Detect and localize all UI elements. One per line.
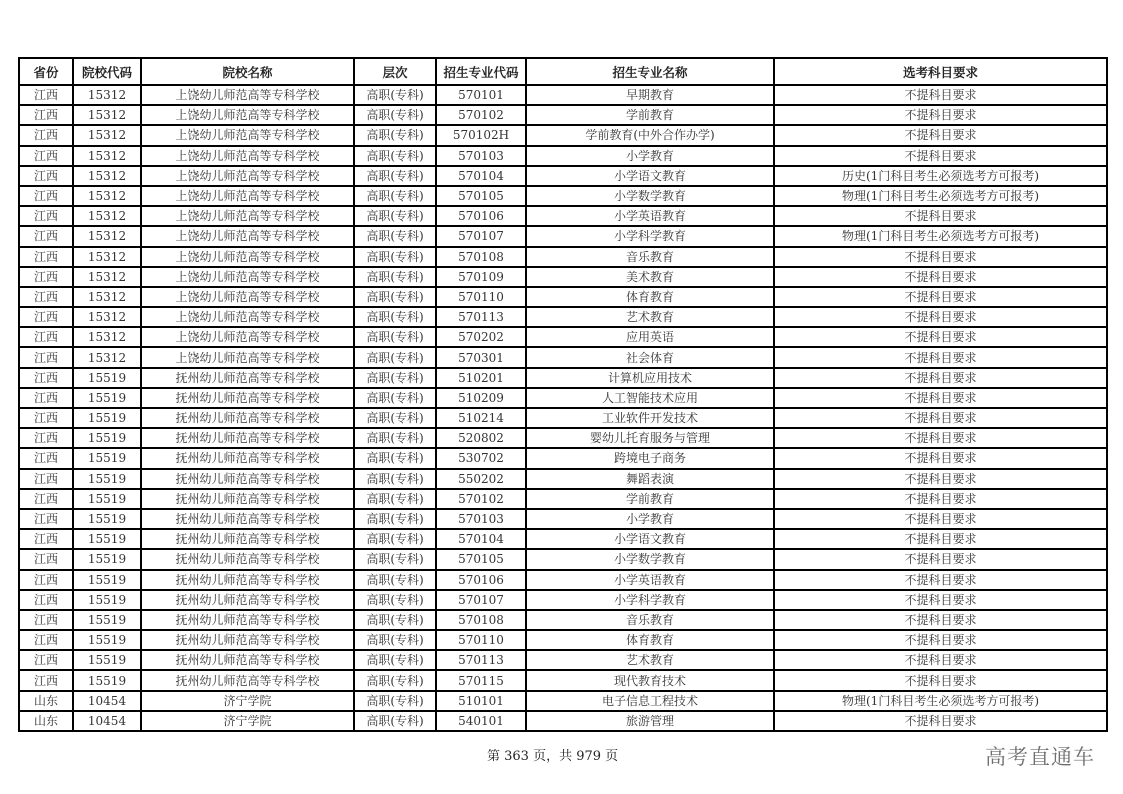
cell-major-code: 570115 (436, 670, 526, 690)
cell-province: 江西 (19, 226, 73, 246)
cell-province: 江西 (19, 186, 73, 206)
cell-major-name: 小学语文教育 (526, 529, 774, 549)
cell-level: 高职(专科) (354, 650, 436, 670)
cell-school-name: 抚州幼儿师范高等专科学校 (141, 509, 354, 529)
header-level: 层次 (354, 58, 436, 85)
table-row (19, 570, 1107, 590)
watermark-logo: 高考直通车 (985, 745, 1095, 769)
cell-province: 江西 (19, 590, 73, 610)
cell-major-name: 小学英语教育 (526, 570, 774, 590)
cell-subject-requirement: 不提科目要求 (774, 388, 1107, 408)
cell-level: 高职(专科) (354, 186, 436, 206)
cell-school-name: 抚州幼儿师范高等专科学校 (141, 388, 354, 408)
cell-school-code: 15519 (73, 408, 141, 428)
cell-school-name: 抚州幼儿师范高等专科学校 (141, 529, 354, 549)
table-row (19, 125, 1107, 145)
cell-school-code: 15312 (73, 146, 141, 166)
cell-subject-requirement: 不提科目要求 (774, 85, 1107, 105)
cell-major-name: 音乐教育 (526, 247, 774, 267)
cell-subject-requirement: 不提科目要求 (774, 347, 1107, 367)
table-row (19, 428, 1107, 448)
cell-major-code: 570106 (436, 570, 526, 590)
cell-level: 高职(专科) (354, 105, 436, 125)
cell-major-code: 570113 (436, 307, 526, 327)
cell-school-code: 10454 (73, 711, 141, 731)
cell-major-code: 570105 (436, 549, 526, 569)
cell-level: 高职(专科) (354, 610, 436, 630)
cell-school-name: 抚州幼儿师范高等专科学校 (141, 448, 354, 468)
cell-level: 高职(专科) (354, 590, 436, 610)
cell-major-name: 体育教育 (526, 287, 774, 307)
cell-school-code: 15519 (73, 670, 141, 690)
cell-level: 高职(专科) (354, 670, 436, 690)
cell-province: 江西 (19, 247, 73, 267)
cell-level: 高职(专科) (354, 368, 436, 388)
cell-subject-requirement: 历史(1门科目考生必须选考方可报考) (774, 166, 1107, 186)
cell-school-name: 上饶幼儿师范高等专科学校 (141, 226, 354, 246)
cell-major-name: 体育教育 (526, 630, 774, 650)
cell-province: 江西 (19, 327, 73, 347)
cell-major-code: 570102H (436, 125, 526, 145)
cell-major-code: 570202 (436, 327, 526, 347)
cell-school-name: 抚州幼儿师范高等专科学校 (141, 570, 354, 590)
cell-major-name: 应用英语 (526, 327, 774, 347)
cell-subject-requirement: 不提科目要求 (774, 408, 1107, 428)
cell-province: 江西 (19, 549, 73, 569)
cell-major-code: 510101 (436, 691, 526, 711)
header-subject-requirement: 选考科目要求 (774, 58, 1107, 85)
cell-province: 江西 (19, 287, 73, 307)
table-row (19, 226, 1107, 246)
cell-major-name: 小学教育 (526, 509, 774, 529)
cell-school-code: 15519 (73, 368, 141, 388)
header-major-code: 招生专业代码 (436, 58, 526, 85)
cell-school-name: 上饶幼儿师范高等专科学校 (141, 146, 354, 166)
cell-major-code: 570102 (436, 489, 526, 509)
cell-school-code: 15312 (73, 307, 141, 327)
cell-major-name: 音乐教育 (526, 610, 774, 630)
cell-major-code: 570110 (436, 630, 526, 650)
cell-level: 高职(专科) (354, 448, 436, 468)
cell-major-code: 550202 (436, 469, 526, 489)
cell-major-code: 510201 (436, 368, 526, 388)
cell-school-name: 抚州幼儿师范高等专科学校 (141, 670, 354, 690)
cell-major-code: 570106 (436, 206, 526, 226)
cell-major-name: 工业软件开发技术 (526, 408, 774, 428)
cell-subject-requirement: 不提科目要求 (774, 307, 1107, 327)
cell-major-name: 艺术教育 (526, 307, 774, 327)
table-row (19, 388, 1107, 408)
cell-major-name: 小学数学教育 (526, 549, 774, 569)
cell-subject-requirement: 不提科目要求 (774, 206, 1107, 226)
cell-province: 江西 (19, 670, 73, 690)
cell-major-name: 现代教育技术 (526, 670, 774, 690)
cell-province: 山东 (19, 711, 73, 731)
table-row (19, 630, 1107, 650)
cell-major-code: 570105 (436, 186, 526, 206)
cell-subject-requirement: 不提科目要求 (774, 549, 1107, 569)
cell-level: 高职(专科) (354, 226, 436, 246)
cell-school-code: 15519 (73, 388, 141, 408)
cell-subject-requirement: 不提科目要求 (774, 428, 1107, 448)
cell-level: 高职(专科) (354, 570, 436, 590)
table-row (19, 105, 1107, 125)
cell-major-code: 510214 (436, 408, 526, 428)
table-row (19, 670, 1107, 690)
cell-major-code: 570103 (436, 146, 526, 166)
cell-major-name: 人工智能技术应用 (526, 388, 774, 408)
cell-major-name: 计算机应用技术 (526, 368, 774, 388)
cell-school-name: 上饶幼儿师范高等专科学校 (141, 327, 354, 347)
table-row (19, 166, 1107, 186)
cell-province: 江西 (19, 166, 73, 186)
table-row (19, 509, 1107, 529)
cell-school-code: 15312 (73, 267, 141, 287)
table-row (19, 448, 1107, 468)
cell-level: 高职(专科) (354, 166, 436, 186)
cell-school-name: 上饶幼儿师范高等专科学校 (141, 307, 354, 327)
cell-province: 江西 (19, 428, 73, 448)
table-row (19, 408, 1107, 428)
cell-province: 江西 (19, 509, 73, 529)
cell-subject-requirement: 不提科目要求 (774, 469, 1107, 489)
cell-level: 高职(专科) (354, 388, 436, 408)
cell-school-code: 15312 (73, 85, 141, 105)
cell-school-name: 上饶幼儿师范高等专科学校 (141, 166, 354, 186)
cell-school-name: 抚州幼儿师范高等专科学校 (141, 489, 354, 509)
cell-level: 高职(专科) (354, 247, 436, 267)
header-major-name: 招生专业名称 (526, 58, 774, 85)
cell-province: 江西 (19, 206, 73, 226)
table-row (19, 489, 1107, 509)
cell-school-name: 上饶幼儿师范高等专科学校 (141, 105, 354, 125)
cell-school-code: 10454 (73, 691, 141, 711)
cell-province: 江西 (19, 489, 73, 509)
table-row (19, 186, 1107, 206)
cell-school-code: 15519 (73, 529, 141, 549)
cell-subject-requirement: 不提科目要求 (774, 630, 1107, 650)
cell-major-name: 跨境电子商务 (526, 448, 774, 468)
cell-school-name: 上饶幼儿师范高等专科学校 (141, 206, 354, 226)
cell-major-code: 570104 (436, 529, 526, 549)
admission-requirements-table (18, 57, 1108, 732)
cell-school-name: 上饶幼儿师范高等专科学校 (141, 267, 354, 287)
cell-subject-requirement: 不提科目要求 (774, 287, 1107, 307)
cell-province: 山东 (19, 691, 73, 711)
cell-major-name: 小学科学教育 (526, 590, 774, 610)
cell-school-code: 15519 (73, 549, 141, 569)
cell-province: 江西 (19, 105, 73, 125)
cell-major-name: 小学教育 (526, 146, 774, 166)
cell-major-code: 570110 (436, 287, 526, 307)
cell-major-name: 小学语文教育 (526, 166, 774, 186)
cell-subject-requirement: 不提科目要求 (774, 650, 1107, 670)
cell-level: 高职(专科) (354, 125, 436, 145)
cell-major-code: 570101 (436, 85, 526, 105)
cell-major-code: 530702 (436, 448, 526, 468)
cell-level: 高职(专科) (354, 509, 436, 529)
cell-major-code: 570103 (436, 509, 526, 529)
cell-level: 高职(专科) (354, 206, 436, 226)
cell-subject-requirement: 不提科目要求 (774, 105, 1107, 125)
cell-school-name: 抚州幼儿师范高等专科学校 (141, 549, 354, 569)
cell-school-code: 15312 (73, 327, 141, 347)
cell-major-code: 510209 (436, 388, 526, 408)
cell-subject-requirement: 不提科目要求 (774, 247, 1107, 267)
cell-subject-requirement: 不提科目要求 (774, 125, 1107, 145)
cell-major-code: 570301 (436, 347, 526, 367)
cell-school-code: 15519 (73, 630, 141, 650)
cell-school-code: 15312 (73, 206, 141, 226)
cell-school-code: 15519 (73, 448, 141, 468)
cell-major-name: 艺术教育 (526, 650, 774, 670)
table-row (19, 206, 1107, 226)
cell-level: 高职(专科) (354, 469, 436, 489)
cell-subject-requirement: 物理(1门科目考生必须选考方可报考) (774, 186, 1107, 206)
cell-level: 高职(专科) (354, 347, 436, 367)
cell-level: 高职(专科) (354, 327, 436, 347)
page-number: 第 363 页，共 979 页 (487, 749, 619, 764)
cell-major-name: 小学英语教育 (526, 206, 774, 226)
cell-major-code: 570113 (436, 650, 526, 670)
cell-school-name: 抚州幼儿师范高等专科学校 (141, 368, 354, 388)
cell-school-name: 抚州幼儿师范高等专科学校 (141, 469, 354, 489)
cell-province: 江西 (19, 650, 73, 670)
header-province: 省份 (19, 58, 73, 85)
table-row (19, 85, 1107, 105)
cell-school-code: 15312 (73, 105, 141, 125)
cell-level: 高职(专科) (354, 691, 436, 711)
header-school-name: 院校名称 (141, 58, 354, 85)
cell-school-name: 上饶幼儿师范高等专科学校 (141, 347, 354, 367)
table-row (19, 650, 1107, 670)
cell-major-name: 小学数学教育 (526, 186, 774, 206)
header-row (19, 58, 1107, 85)
table-row (19, 691, 1107, 711)
cell-subject-requirement: 不提科目要求 (774, 327, 1107, 347)
cell-major-code: 570109 (436, 267, 526, 287)
cell-level: 高职(专科) (354, 85, 436, 105)
cell-level: 高职(专科) (354, 529, 436, 549)
cell-school-code: 15519 (73, 570, 141, 590)
cell-level: 高职(专科) (354, 711, 436, 731)
cell-school-name: 济宁学院 (141, 691, 354, 711)
cell-province: 江西 (19, 570, 73, 590)
cell-subject-requirement: 不提科目要求 (774, 670, 1107, 690)
cell-subject-requirement: 不提科目要求 (774, 146, 1107, 166)
cell-school-name: 上饶幼儿师范高等专科学校 (141, 85, 354, 105)
cell-province: 江西 (19, 448, 73, 468)
header-school-code: 院校代码 (73, 58, 141, 85)
cell-school-code: 15312 (73, 347, 141, 367)
cell-subject-requirement: 物理(1门科目考生必须选考方可报考) (774, 226, 1107, 246)
cell-major-code: 570104 (436, 166, 526, 186)
cell-school-name: 抚州幼儿师范高等专科学校 (141, 630, 354, 650)
cell-major-name: 社会体育 (526, 347, 774, 367)
cell-major-code: 570102 (436, 105, 526, 125)
cell-school-code: 15312 (73, 125, 141, 145)
cell-subject-requirement: 不提科目要求 (774, 711, 1107, 731)
cell-major-name: 电子信息工程技术 (526, 691, 774, 711)
cell-school-name: 抚州幼儿师范高等专科学校 (141, 650, 354, 670)
cell-major-name: 早期教育 (526, 85, 774, 105)
cell-province: 江西 (19, 388, 73, 408)
cell-major-code: 540101 (436, 711, 526, 731)
table-row (19, 529, 1107, 549)
cell-province: 江西 (19, 347, 73, 367)
table-row (19, 267, 1107, 287)
cell-level: 高职(专科) (354, 630, 436, 650)
cell-school-name: 抚州幼儿师范高等专科学校 (141, 408, 354, 428)
cell-school-name: 上饶幼儿师范高等专科学校 (141, 247, 354, 267)
cell-level: 高职(专科) (354, 146, 436, 166)
cell-major-name: 美术教育 (526, 267, 774, 287)
cell-school-code: 15519 (73, 469, 141, 489)
cell-school-code: 15519 (73, 509, 141, 529)
cell-level: 高职(专科) (354, 287, 436, 307)
cell-subject-requirement: 不提科目要求 (774, 570, 1107, 590)
cell-subject-requirement: 物理(1门科目考生必须选考方可报考) (774, 691, 1107, 711)
cell-school-code: 15519 (73, 590, 141, 610)
cell-province: 江西 (19, 469, 73, 489)
cell-school-name: 上饶幼儿师范高等专科学校 (141, 186, 354, 206)
cell-school-code: 15519 (73, 650, 141, 670)
cell-level: 高职(专科) (354, 428, 436, 448)
cell-school-code: 15519 (73, 610, 141, 630)
cell-major-code: 570108 (436, 610, 526, 630)
table-row (19, 711, 1107, 731)
cell-major-name: 旅游管理 (526, 711, 774, 731)
cell-school-name: 抚州幼儿师范高等专科学校 (141, 428, 354, 448)
cell-subject-requirement: 不提科目要求 (774, 590, 1107, 610)
cell-major-name: 婴幼儿托育服务与管理 (526, 428, 774, 448)
cell-subject-requirement: 不提科目要求 (774, 368, 1107, 388)
cell-school-name: 抚州幼儿师范高等专科学校 (141, 610, 354, 630)
cell-subject-requirement: 不提科目要求 (774, 489, 1107, 509)
cell-school-name: 抚州幼儿师范高等专科学校 (141, 590, 354, 610)
table-row (19, 146, 1107, 166)
cell-subject-requirement: 不提科目要求 (774, 267, 1107, 287)
cell-province: 江西 (19, 408, 73, 428)
cell-school-code: 15519 (73, 489, 141, 509)
cell-major-name: 学前教育(中外合作办学) (526, 125, 774, 145)
cell-province: 江西 (19, 267, 73, 287)
cell-level: 高职(专科) (354, 549, 436, 569)
table-row (19, 469, 1107, 489)
cell-level: 高职(专科) (354, 267, 436, 287)
cell-school-name: 济宁学院 (141, 711, 354, 731)
cell-school-code: 15519 (73, 428, 141, 448)
cell-school-name: 上饶幼儿师范高等专科学校 (141, 125, 354, 145)
cell-level: 高职(专科) (354, 489, 436, 509)
cell-province: 江西 (19, 529, 73, 549)
cell-major-code: 520802 (436, 428, 526, 448)
cell-school-code: 15312 (73, 287, 141, 307)
cell-school-code: 15312 (73, 226, 141, 246)
cell-province: 江西 (19, 85, 73, 105)
cell-province: 江西 (19, 146, 73, 166)
table-row (19, 347, 1107, 367)
table-row (19, 590, 1107, 610)
cell-province: 江西 (19, 610, 73, 630)
cell-subject-requirement: 不提科目要求 (774, 509, 1107, 529)
cell-level: 高职(专科) (354, 307, 436, 327)
table-body (19, 85, 1107, 731)
cell-school-code: 15312 (73, 186, 141, 206)
cell-major-name: 学前教育 (526, 489, 774, 509)
cell-major-name: 小学科学教育 (526, 226, 774, 246)
table-row (19, 327, 1107, 347)
cell-major-code: 570107 (436, 226, 526, 246)
cell-major-code: 570107 (436, 590, 526, 610)
table-row (19, 610, 1107, 630)
cell-school-code: 15312 (73, 166, 141, 186)
table-row (19, 247, 1107, 267)
table-row (19, 287, 1107, 307)
cell-province: 江西 (19, 630, 73, 650)
cell-level: 高职(专科) (354, 408, 436, 428)
cell-subject-requirement: 不提科目要求 (774, 448, 1107, 468)
cell-province: 江西 (19, 368, 73, 388)
cell-province: 江西 (19, 125, 73, 145)
cell-province: 江西 (19, 307, 73, 327)
cell-school-code: 15312 (73, 247, 141, 267)
cell-major-name: 学前教育 (526, 105, 774, 125)
cell-major-code: 570108 (436, 247, 526, 267)
table-row (19, 549, 1107, 569)
cell-subject-requirement: 不提科目要求 (774, 610, 1107, 630)
cell-school-name: 上饶幼儿师范高等专科学校 (141, 287, 354, 307)
table-row (19, 368, 1107, 388)
cell-major-name: 舞蹈表演 (526, 469, 774, 489)
table-row (19, 307, 1107, 327)
cell-subject-requirement: 不提科目要求 (774, 529, 1107, 549)
